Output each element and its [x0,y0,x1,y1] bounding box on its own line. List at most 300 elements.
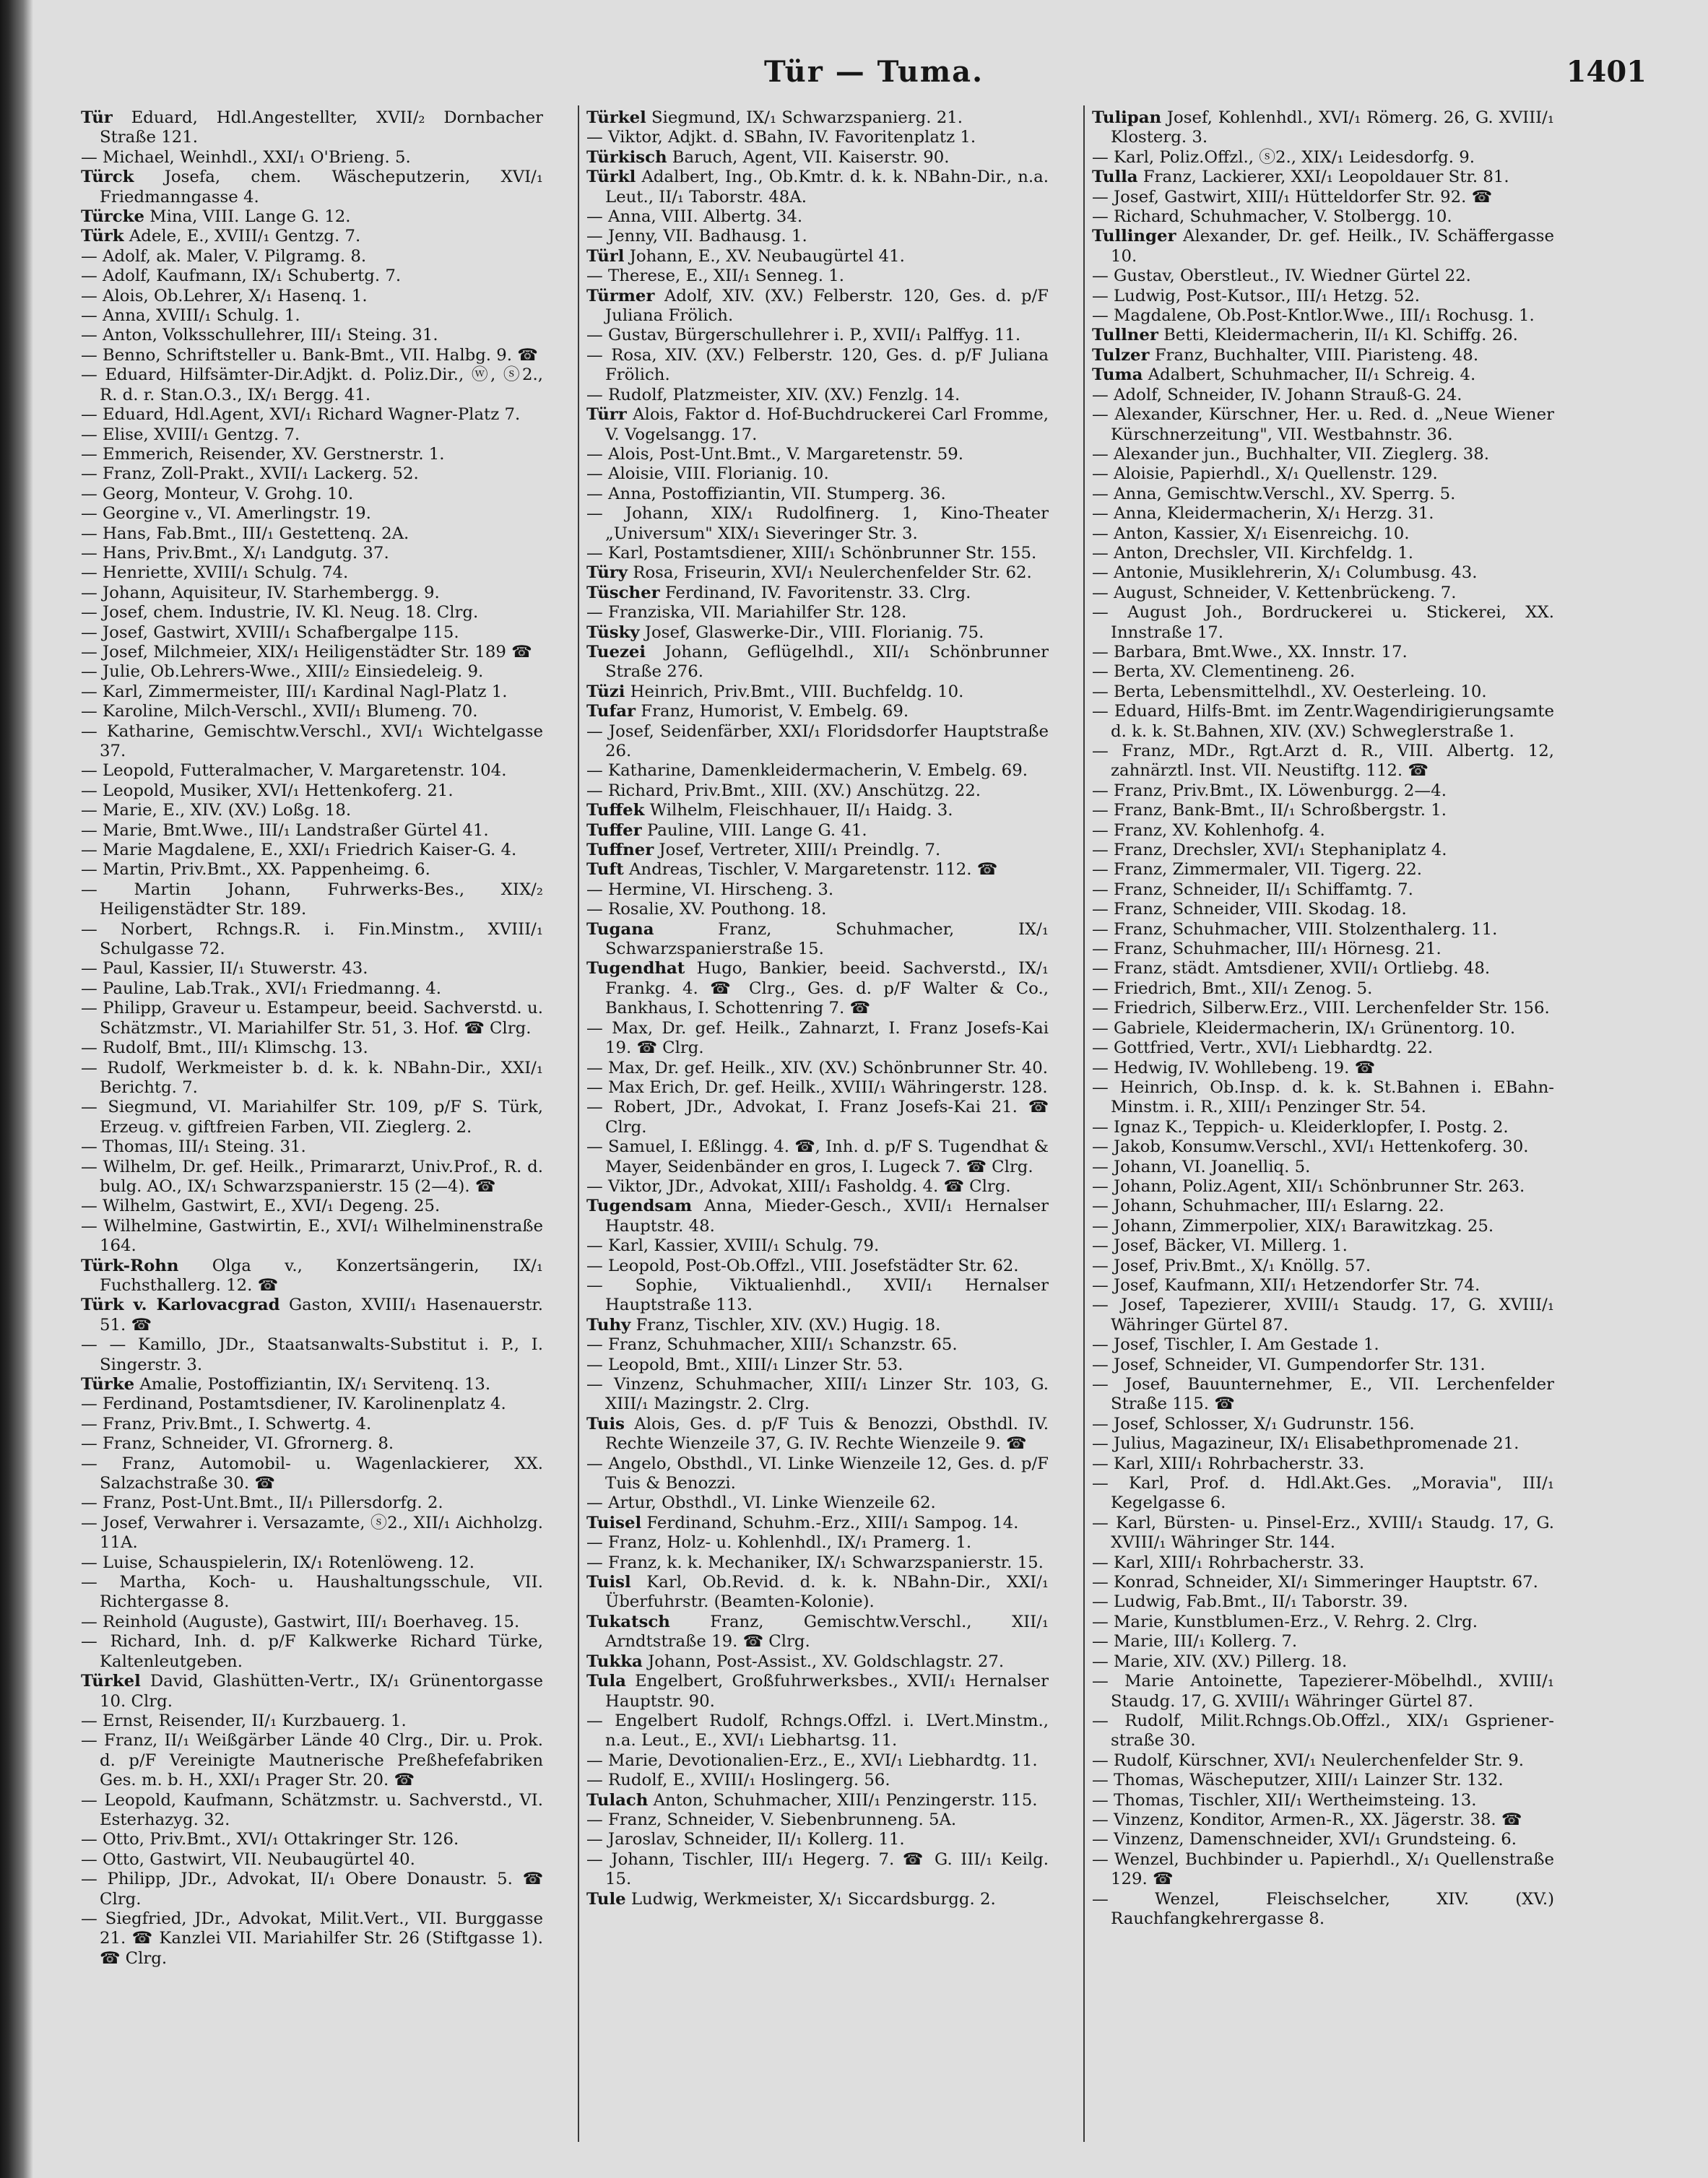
entry-text: — Josef, Gastwirt, XIII/₁ Hütteldorfer Str. 92. ☎ [1092,187,1493,207]
directory-entry [586,702,1049,721]
entry-text: — Rudolf, Milit.Rchngs.Ob.Offzl., XIX/₁ Gspriener-straße 30. [1092,1711,1554,1750]
entry-text: Adolf, XIV. (XV.) Felberstr. 120, Ges. d. p/F Juliana Frölich. [605,286,1049,326]
entry-text: — Gustav, Oberstleut., IV. Wiedner Gürtel 22. [1092,266,1471,286]
entry-surname: Tukka [586,1652,643,1671]
entry-text: — Franz, Zoll-Prakt., XVII/₁ Lackerg. 52. [81,464,419,484]
entry-surname: Tulach [586,1790,649,1810]
entry-surname: Tule [586,1889,626,1909]
entry-text: — Wilhelm, Gastwirt, E., XVI/₁ Degeng. 25. [81,1197,441,1216]
directory-entry [81,1197,543,1216]
entry-surname: Tugana [586,919,654,939]
entry-text: — Wilhelmine, Gastwirtin, E., XVI/₁ Wilhelminenstraße 164. [81,1216,543,1256]
directory-entry [586,1236,1049,1256]
directory-entry [81,662,543,682]
entry-text: — Johann, Tischler, III/₁ Hegerg. 7. ☎ G. III/₁ Keilg. 15. [586,1849,1049,1889]
entry-text: — Siegmund, VI. Mariahilfer Str. 109, p/F S. Türk, Erzeug. v. giftfreien Farben, VII. Zieglerg. 2. [81,1098,543,1137]
entry-text: Hugo, Bankier, beeid. Sachverstd., IX/₁ Frankg. 4. ☎ Clrg., Ges. d. p/F Walter & Co., Bankhaus, I. Schottenring 7. ☎ [605,959,1049,1018]
entry-text: Franz, Humorist, V. Embelg. 69. [641,702,909,721]
entry-text: — Aloisie, Papierhdl., X/₁ Quellenstr. 129. [1092,464,1438,484]
entry-text: Baruch, Agent, VII. Kaiserstr. 90. [672,147,950,167]
entry-text: — Anton, Kassier, X/₁ Eisenreichg. 10. [1092,524,1410,543]
entry-text: — Berta, XV. Clementineng. 26. [1092,662,1356,682]
entry-text: — Karl, Zimmermeister, III/₁ Kardinal Nagl-Platz 1. [81,682,508,701]
entry-text: — Vinzenz, Schuhmacher, XIII/₁ Linzer Str. 103, G. XIII/₁ Mazingstr. 2. Clrg. [586,1375,1049,1414]
directory-entry [586,1177,1049,1197]
entry-surname: Türkisch [586,147,667,167]
entry-text: — Karl, Bürsten- u. Pinsel-Erz., XVIII/₁ Staudg. 17, G. XVIII/₁ Währinger Str. 144. [1092,1513,1554,1553]
entry-text: — Ferdinand, Postamtsdiener, IV. Karolinenplatz 4. [81,1394,506,1414]
entry-text: — Alexander, Kürschner, Her. u. Red. d. „Neue Wiener Kürschnerzeitung", VII. Westbahnstr. 36. [1092,405,1554,444]
directory-entry [81,880,543,920]
entry-text: — Therese, E., XII/₁ Senneg. 1. [586,266,844,286]
directory-entry [81,1553,543,1573]
directory-entry [1092,702,1554,742]
entry-text: — Wenzel, Fleischselcher, XIV. (XV.) Rauchfangkehrergasse 8. [1092,1889,1554,1928]
directory-entry [81,365,543,405]
directory-entry [586,1553,1049,1573]
entry-text: — Emmerich, Reisender, XV. Gerstnerstr. 1. [81,444,445,464]
directory-entry [1092,1434,1554,1454]
directory-entry [1092,662,1554,682]
directory-entry [1092,1810,1554,1830]
directory-entry [586,1276,1049,1316]
entry-text: — August, Schneider, V. Kettenbrückeng. 7. [1092,583,1457,602]
entry-text: — Franz, städt. Amtsdiener, XVII/₁ Ortliebg. 48. [1092,959,1491,979]
entry-text: — Anna, XVIII/₁ Schulg. 1. [81,306,300,326]
entry-surname: Tullner [1092,326,1158,345]
entry-text: — Reinhold (Auguste), Gastwirt, III/₁ Boerhaveg. 15. [81,1612,520,1631]
entry-text: — Adolf, Kaufmann, IX/₁ Schubertg. 7. [81,266,402,286]
directory-entry [1092,326,1554,345]
entry-text: — Luise, Schauspielerin, IX/₁ Rotenlöweng. 12. [81,1553,474,1572]
directory-entry [81,1137,543,1157]
directory-entry [1092,1059,1554,1078]
entry-text: — Hans, Fab.Bmt., III/₁ Gestettenq. 2A. [81,524,409,543]
directory-entry [586,1613,1049,1652]
entry-surname: Tuis [586,1414,625,1433]
entry-text: — Rosalie, XV. Pouthong. 18. [586,900,827,919]
directory-entry [586,1890,1049,1909]
directory-entry [81,247,543,266]
directory-entry [81,1217,543,1257]
entry-text: — Rudolf, E., XVIII/₁ Hoslingerg. 56. [586,1771,890,1790]
directory-entry [81,1375,543,1394]
directory-entry [1092,227,1554,266]
entry-text: — Marie, III/₁ Kollerg. 7. [1092,1632,1298,1652]
directory-entry [81,1909,543,1969]
directory-entry [586,128,1049,147]
entry-text: Franz, Lackierer, XXI/₁ Leopoldauer Str. 81. [1143,168,1509,187]
directory-entry [1092,742,1554,781]
entry-text: — Max Erich, Dr. gef. Heilk., XVIII/₁ Währingerstr. 128. [586,1077,1048,1097]
entry-text: Johann, Post-Assist., XV. Goldschlagstr. 27. [648,1652,1005,1671]
entry-text: — Max, Dr. gef. Heilk., XIV. (XV.) Schönbrunner Str. 40. [586,1058,1048,1077]
directory-entry [1092,168,1554,187]
directory-entry [1092,1355,1554,1375]
directory-entry [81,148,543,168]
entry-text: — Josef, Schlosser, X/₁ Gudrunstr. 156. [1092,1414,1415,1433]
directory-entry [586,207,1049,227]
entry-text: — Anna, VIII. Albertg. 34. [586,207,803,227]
directory-entry [586,563,1049,583]
entry-text: — Gustav, Bürgerschullehrer i. P., XVII/₁ Palffyg. 11. [586,326,1021,345]
directory-entry [1092,1276,1554,1296]
entry-surname: Tuisl [586,1573,631,1592]
column-divider [578,105,579,2142]
directory-entry [81,306,543,326]
directory-entry [81,959,543,979]
directory-entry [1092,287,1554,306]
directory-entry [586,405,1049,445]
directory-entry [1092,1890,1554,1930]
entry-text: — Martha, Koch- u. Haushaltungsschule, VII. Richtergasse 8. [81,1573,543,1612]
directory-entry [586,860,1049,880]
entry-text: Siegmund, IX/₁ Schwarzspanierg. 21. [651,108,963,127]
entry-text: Pauline, VIII. Lange G. 41. [646,820,867,840]
entry-surname: Tugendsam [586,1197,693,1216]
entry-text: — Hedwig, IV. Wohllebeng. 19. ☎ [1092,1058,1375,1077]
entry-text: — Friedrich, Silberw.Erz., VIII. Lerchenfelder Str. 156. [1092,999,1550,1018]
entry-text: Olga v., Konzertsängerin, IX/₁ Fuchsthallerg. 12. ☎ [100,1256,543,1295]
entry-text: — Ludwig, Fab.Bmt., II/₁ Taborstr. 39. [1092,1592,1408,1612]
directory-entry [81,346,543,365]
directory-entry [586,1514,1049,1533]
entry-text: — Franz, Schuhmacher, XIII/₁ Schanzstr. 65. [586,1335,958,1355]
entry-text: — Marie, XIV. (XV.) Pillerg. 18. [1092,1652,1348,1671]
entry-text: — Elise, XVIII/₁ Gentzg. 7. [81,425,300,444]
directory-entry [81,979,543,999]
entry-text: — Rudolf, Werkmeister b. d. k. k. NBahn-Dir., XXI/₁ Berichtg. 7. [81,1058,543,1097]
entry-text: — Anna, Gemischtw.Verschl., XV. Sperrg. 5. [1092,484,1456,503]
directory-entry [1092,979,1554,999]
entry-text: — Samuel, I. Eßlingg. 4. ☎, Inh. d. p/F S. Tugendhat & Mayer, Seidenbänder en gros, I. Lugeck 7. ☎ Clrg. [586,1137,1049,1176]
directory-entry [81,821,543,841]
directory-entry [1092,1791,1554,1810]
entry-surname: Türk [81,227,124,246]
entry-surname: Türmer [586,286,655,305]
entry-text: — Anton, Drechsler, VII. Kirchfeldg. 1. [1092,543,1414,563]
entry-text: — Georgine v., VI. Amerlingstr. 19. [81,504,371,524]
entry-text: Andreas, Tischler, V. Margaretenstr. 112. ☎ [629,860,998,880]
entry-text: — Franz, Schneider, V. Siebenbrunneng. 5A. [586,1810,957,1829]
directory-entry [586,485,1049,504]
directory-entry [1092,860,1554,880]
directory-entry [586,227,1049,246]
entry-text: — Leopold, Musiker, XVI/₁ Hettenkoferg. 21. [81,781,454,800]
entry-text: — Karoline, Milch-Verschl., XVII/₁ Blumeng. 70. [81,702,478,721]
entry-text: — Vinzenz, Damenschneider, XVI/₁ Grundsteing. 6. [1092,1830,1517,1849]
directory-entry [1092,920,1554,940]
column-3 [1092,108,1554,2152]
page-header [101,55,1647,105]
entry-text: Rosa, Friseurin, XVI/₁ Neulerchenfelder Str. 62. [633,563,1032,583]
directory-entry [81,1394,543,1414]
directory-entry [1092,583,1554,603]
directory-entry [1092,1038,1554,1058]
directory-entry [81,425,543,445]
directory-entry [1092,1375,1554,1415]
directory-entry [1092,405,1554,445]
entry-text: — Thomas, III/₁ Steing. 31. [81,1137,306,1157]
entry-text: Anna, Mieder-Gesch., XVII/₁ Hernalser Hauptstr. 48. [605,1197,1049,1236]
directory-entry [1092,1771,1554,1790]
entry-text: — Richard, Schuhmacher, V. Stolbergg. 10. [1092,207,1452,227]
directory-entry [586,643,1049,682]
directory-entry [1092,1474,1554,1514]
directory-entry [81,1454,543,1494]
directory-entry [81,1632,543,1672]
entry-text: Gaston, XVIII/₁ Hasenauerstr. 51. ☎ [100,1296,543,1335]
entry-text: — Vinzenz, Konditor, Armen-R., XX. Jägerstr. 38. ☎ [1092,1810,1522,1829]
directory-entry [1092,999,1554,1018]
column-divider [1083,105,1085,2142]
entry-text: — Rosa, XIV. (XV.) Felberstr. 120, Ges. d. p/F Juliana Frölich. [586,345,1049,385]
directory-entry [1092,1672,1554,1711]
entry-text: — Johann, Aquisiteur, IV. Starhembergg. 9. [81,583,440,602]
directory-entry [586,1454,1049,1494]
entry-text: Josef, Kohlenhdl., XVI/₁ Römerg. 26, G. XVIII/₁ Klosterg. 3. [1111,108,1554,147]
directory-entry [81,1870,543,1909]
entry-text: — Wenzel, Buchbinder u. Papierhdl., X/₁ Quellenstraße 129. ☎ [1092,1849,1554,1889]
entry-text: — Friedrich, Bmt., XII/₁ Zenog. 5. [1092,979,1373,998]
entry-surname: Türy [586,563,628,583]
entry-text: — August Joh., Bordruckerei u. Stickerei, XX. Innstraße 17. [1092,603,1554,642]
entry-text: — Johann, Zimmerpolier, XIX/₁ Barawitzkag. 25. [1092,1216,1494,1236]
directory-entry [81,1850,543,1870]
directory-entry [81,405,543,425]
entry-text: — Franz, Priv.Bmt., IX. Löwenburgg. 2—4. [1092,781,1447,800]
entry-text: Anton, Schuhmacher, XIII/₁ Penzingerstr. 115. [653,1790,1038,1810]
entry-text: — Karl, Prof. d. Hdl.Akt.Ges. „Moravia", III/₁ Kegelgasse 6. [1092,1474,1554,1513]
directory-entry [586,346,1049,386]
directory-entry [586,781,1049,801]
entry-text: — Jenny, VII. Badhausg. 1. [586,227,807,246]
entry-surname: Tuezei [586,642,646,661]
directory-entry [586,1059,1049,1078]
directory-entry [1092,524,1554,544]
page-number: 1401 [1566,55,1647,89]
directory-entry [1092,1177,1554,1197]
entry-text: — Jakob, Konsumw.Verschl., XVI/₁ Hettenkoferg. 30. [1092,1137,1529,1157]
directory-entry [1092,1236,1554,1256]
entry-text: — Rudolf, Platzmeister, XIV. (XV.) Fenzlg. 14. [586,385,961,404]
entry-text: — Franz, Drechsler, XVI/₁ Stephaniplatz 4. [1092,841,1447,860]
directory-entry [1092,682,1554,702]
entry-text: — Franz, Schneider, VIII. Skodag. 18. [1092,900,1407,919]
entry-text: Eduard, Hdl.Angestellter, XVII/₂ Dornbacher Straße 121. [100,108,543,147]
directory-entry [1092,1830,1554,1849]
directory-entry [1092,207,1554,227]
entry-text: Josefa, chem. Wäscheputzerin, XVI/₁ Friedmanngasse 4. [100,168,543,207]
entry-text: — Aloisie, VIII. Florianig. 10. [586,464,829,484]
entry-text: — Heinrich, Ob.Insp. d. k. k. St.Bahnen i. EBahn-Minstm. i. R., XIII/₁ Penzinger Str. 54. [1092,1077,1554,1117]
entry-text: Adalbert, Schuhmacher, II/₁ Schreig. 4. [1148,365,1476,385]
directory-entry [81,682,543,702]
directory-entry [81,563,543,583]
entry-text: — Karl, XIII/₁ Rohrbacherstr. 33. [1092,1553,1365,1572]
entry-text: — Hans, Priv.Bmt., X/₁ Landgutg. 37. [81,543,389,563]
directory-entry [586,1652,1049,1672]
entry-text: — Jaroslav, Schneider, II/₁ Kollerg. 11. [586,1830,905,1849]
entry-text: — Benno, Schriftsteller u. Bank-Bmt., VII. Halbg. 9. ☎ [81,345,538,365]
entry-text: Franz, Tischler, XIV. (XV.) Hugig. 18. [636,1315,941,1335]
entry-text: Alois, Faktor d. Hof-Buchdruckerei Carl Fromme, V. Vogelsangg. 17. [605,405,1049,444]
directory-entry [586,1019,1049,1059]
entry-text: — Max, Dr. gef. Heilk., Zahnarzt, I. Franz Josefs-Kai 19. ☎ Clrg. [586,1018,1049,1058]
entry-text: — Josef, Gastwirt, XVIII/₁ Schafbergalpe 115. [81,622,459,642]
directory-entry [586,1830,1049,1849]
entry-text: — Pauline, Lab.Trak., XVI/₁ Friedmanng. 4. [81,979,441,998]
entry-surname: Tuffek [586,801,645,820]
directory-entry [81,920,543,960]
directory-entry [81,801,543,820]
directory-entry [81,464,543,484]
entry-surname: Tuisel [586,1513,642,1532]
entry-text: — Anna, Postoffiziantin, VII. Stumperg. 36. [586,484,946,503]
entry-text: — Franziska, VII. Mariahilfer Str. 128. [586,603,907,622]
entry-surname: Türke [81,1375,135,1394]
entry-text: — Viktor, Adjkt. d. SBahn, IV. Favoritenplatz 1. [586,128,976,147]
entry-text: — Berta, Lebensmittelhdl., XV. Oesterleing. 10. [1092,682,1487,701]
directory-entry [586,464,1049,484]
directory-entry [81,266,543,286]
directory-entry [586,1791,1049,1810]
entry-text: — Karl, Kassier, XVIII/₁ Schulg. 79. [586,1236,880,1256]
directory-entry [1092,1078,1554,1118]
entry-text: — Alexander jun., Buchhalter, VII. Zieglerg. 38. [1092,444,1490,464]
entry-text: — Franz, MDr., Rgt.Arzt d. R., VIII. Albertg. 12, zahnärztl. Inst. VII. Neustiftg. 112. ☎ [1092,742,1554,781]
entry-surname: Tulzer [1092,345,1150,365]
directory-entry [81,1830,543,1849]
directory-entry [1092,1454,1554,1474]
directory-entry [81,1059,543,1098]
entry-text: — Marie, Bmt.Wwe., III/₁ Landstraßer Gürtel 41. [81,820,489,840]
entry-text: — Adolf, ak. Maler, V. Pilgramg. 8. [81,246,367,266]
entry-text: — Franz, II/₁ Weißgärber Lände 40 Clrg., Dir. u. Prok. d. p/F Vereinigte Mautnerische Preßhefefabriken Ges. m. b. H., XXI/₁ Prager Str. 20. ☎ [81,1731,543,1790]
entry-surname: Tullinger [1092,227,1176,246]
directory-entry [1092,959,1554,979]
directory-entry [586,1197,1049,1236]
directory-entry [586,623,1049,643]
entry-surname: Tüsky [586,622,640,642]
entry-surname: Tulipan [1092,108,1162,127]
entry-text: — Barbara, Bmt.Wwe., XX. Innstr. 17. [1092,642,1408,661]
directory-entry [586,544,1049,563]
directory-entry [1092,1632,1554,1652]
directory-entry [81,1158,543,1197]
directory-entry [586,722,1049,762]
entry-text: — Viktor, JDr., Advokat, XIII/₁ Fasholdg. 4. ☎ Clrg. [586,1176,1011,1196]
entry-text: Ludwig, Werkmeister, X/₁ Siccardsburgg. 2. [630,1889,996,1909]
entry-surname: Tuft [586,860,624,880]
entry-text: — Franz, Holz- u. Kohlenhdl., IX/₁ Pramerg. 1. [586,1533,972,1553]
directory-entry [1092,365,1554,385]
directory-entry [81,761,543,781]
entry-text: Ferdinand, IV. Favoritenstr. 33. Clrg. [664,583,971,602]
entry-text: Johann, Geflügelhdl., XII/₁ Schönbrunner Straße 276. [605,642,1049,682]
directory-entry [81,999,543,1038]
entry-text: — Johann, VI. Joanelliq. 5. [1092,1157,1311,1176]
entry-text: — Henriette, XVIII/₁ Schulg. 74. [81,563,349,583]
directory-entry [586,959,1049,1018]
entry-text: — Adolf, Schneider, IV. Johann Strauß-G. 24. [1092,385,1462,404]
entry-surname: Türcke [81,207,144,227]
entry-text: Ferdinand, Schuhm.-Erz., XIII/₁ Sampog. 14. [646,1513,1019,1532]
entry-text: — Franz, k. k. Mechaniker, IX/₁ Schwarzspanierstr. 15. [586,1553,1044,1572]
directory-entry [1092,900,1554,919]
directory-entry [81,623,543,643]
binding-shadow [0,0,33,2178]
entry-text: — Franz, Schuhmacher, VIII. Stolzenthalerg. 11. [1092,919,1498,939]
entry-text: — Franz, Priv.Bmt., I. Schwertg. 4. [81,1414,372,1433]
entry-text: — Alois, Post-Unt.Bmt., V. Margaretenstr. 59. [586,444,963,464]
entry-text: — Josef, Bäcker, VI. Millerg. 1. [1092,1236,1348,1256]
directory-entry [81,1335,543,1375]
directory-entry [586,1078,1049,1098]
entry-surname: Tür [81,108,113,127]
entry-text: — Norbert, Rchngs.R. i. Fin.Minstm., XVIII/₁ Schulgasse 72. [81,919,543,959]
entry-text: — Johann, XIX/₁ Rudolfinerg. 1, Kino-Theater „Universum" XIX/₁ Sieveringer Str. 3. [586,504,1049,543]
entry-surname: Tuma [1092,365,1143,385]
entry-text: — Marie, E., XIV. (XV.) Loßg. 18. [81,801,352,820]
directory-entry [1092,1158,1554,1177]
entry-text: — Martin Johann, Fuhrwerks-Bes., XIX/₂ Heiligenstädter Str. 189. [81,880,543,919]
entry-text: — Katharine, Damenkleidermacherin, V. Embelg. 69. [586,761,1028,781]
directory-entry [81,1296,543,1335]
directory-entry [586,148,1049,168]
entry-surname: Tüscher [586,583,660,602]
entry-text: — Rudolf, Bmt., III/₁ Klimschg. 13. [81,1038,368,1058]
directory-entry [1092,1197,1554,1216]
entry-text: — Eduard, Hilfsämter-Dir.Adjkt. d. Poliz.Dir., ⓦ, ⓢ2., R. d. r. Stan.O.3., IX/₁ Bergg. 41. [81,365,543,404]
directory-entry [1092,386,1554,405]
directory-entry [81,108,543,148]
entry-text: — Johann, Schuhmacher, III/₁ Eslarng. 22. [1092,1197,1444,1216]
directory-entry [1092,781,1554,801]
entry-text: — Philipp, JDr., Advokat, II/₁ Obere Donaustr. 5. ☎ Clrg. [81,1870,543,1909]
directory-entry [1092,504,1554,524]
entry-text: — Josef, Bauunternehmer, E., VII. Lerchenfelder Straße 115. ☎ [1092,1375,1554,1414]
directory-entry [1092,485,1554,504]
directory-entry [81,1791,543,1831]
entry-text: — Marie Magdalene, E., XXI/₁ Friedrich Kaiser-G. 4. [81,841,517,860]
entry-text: — — Kamillo, JDr., Staatsanwalts-Substitut i. P., I. Singerstr. 3. [81,1335,543,1374]
directory-entry [81,1731,543,1790]
directory-entry [81,1573,543,1613]
entry-text: — Ernst, Reisender, II/₁ Kurzbauerg. 1. [81,1711,407,1730]
entry-surname: Türck [81,168,134,187]
directory-entry [586,504,1049,544]
directory-entry [586,445,1049,464]
directory-entry [1092,940,1554,959]
directory-entry [586,1335,1049,1355]
entry-text: Josef, Glaswerke-Dir., VIII. Florianig. 75. [644,622,984,642]
entry-surname: Tulla [1092,168,1138,187]
directory-entry [1092,841,1554,860]
directory-entry [1092,1751,1554,1771]
directory-entry [81,603,543,622]
directory-entry [586,1751,1049,1771]
directory-entry [81,1613,543,1632]
directory-entry [1092,188,1554,207]
directory-entry [1092,266,1554,286]
entry-text: — Julius, Magazineur, IX/₁ Elisabethpromenade 21. [1092,1434,1520,1454]
directory-entry [1092,108,1554,148]
directory-entry [1092,1118,1554,1137]
directory-entry [1092,1257,1554,1276]
entry-text: — Alois, Ob.Lehrer, X/₁ Hasenq. 1. [81,286,368,305]
directory-entry [586,821,1049,841]
